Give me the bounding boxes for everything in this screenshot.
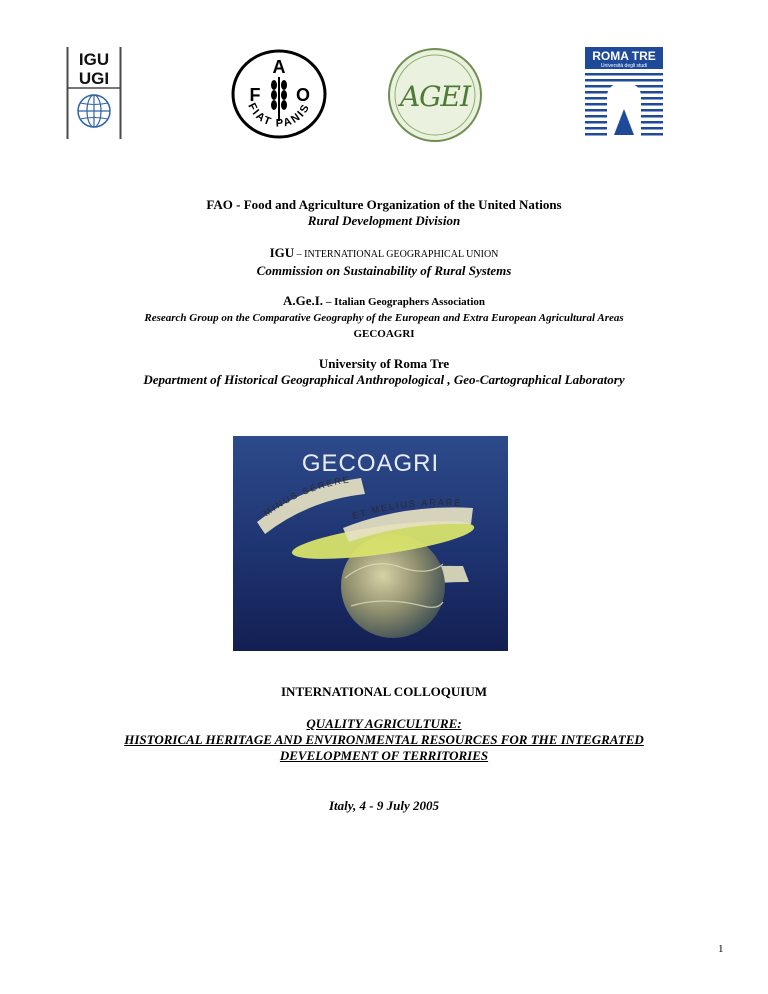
colloquium-date-block [0, 798, 768, 814]
colloquium-title-block [0, 716, 768, 764]
gecoagri-emblem [233, 436, 508, 651]
agei-abbreviation: A.Ge.I. [282, 293, 324, 308]
igu-logo-bottom-text: UGI [78, 69, 110, 88]
igu-globe-icon [66, 47, 122, 139]
agei-block [0, 293, 768, 342]
fao-letter-a: A [272, 57, 286, 77]
colloquium-heading: INTERNATIONAL COLLOQUIUM [281, 684, 487, 699]
page-number: 1 [718, 943, 724, 955]
university-department: Department of Historical Geographical Anthropological , Geo-Cartographical Laboratory [143, 372, 625, 387]
colloquium-heading-block [0, 684, 768, 700]
igu-heading [0, 245, 768, 263]
fao-letter-f: F [249, 85, 261, 105]
roma-tre-logo [585, 47, 663, 139]
gecoagri-emblem-title: GECOAGRI [301, 450, 440, 477]
gecoagri-motto-1: MINUS SERERE [261, 474, 352, 519]
igu-block [0, 245, 768, 279]
gecoagri-globe-icon [233, 436, 508, 651]
roma-tre-arch-icon [585, 47, 663, 139]
organizations-block [0, 197, 768, 229]
fao-motto-text: FIAT PANIS [245, 101, 313, 130]
colloquium-title-line-2: HISTORICAL HERITAGE AND ENVIRONMENTAL RESOURCES FOR THE INTEGRATED [124, 732, 644, 747]
logos-row [0, 44, 768, 144]
university-block [0, 356, 768, 388]
agei-research-group: Research Group on the Comparative Geography of the European and Extra European Agricultural Areas [144, 312, 624, 324]
agei-acronym: GECOAGRI [353, 328, 415, 340]
agei-circle-icon [386, 46, 484, 144]
igu-commission: Commission on Sustainability of Rural Systems [256, 263, 512, 278]
university-name: University of Roma Tre [318, 356, 450, 371]
colloquium-title-line-3: DEVELOPMENT OF TERRITORIES [279, 748, 489, 763]
fao-full-name: FAO - Food and Agriculture Organization of the United Nations [206, 197, 562, 212]
agei-full-name: – Italian Geographers Association [323, 296, 486, 308]
gecoagri-motto-2: ET MELIUS ARARE [350, 497, 463, 522]
agei-logo [386, 46, 484, 144]
igu-abbreviation: IGU [269, 245, 295, 260]
fao-logo [231, 49, 327, 139]
agei-logo-text: AGEI [399, 80, 471, 113]
igu-logo [66, 47, 122, 139]
colloquium-title-line-1: QUALITY AGRICULTURE: [306, 716, 462, 731]
fao-letter-o: O [295, 85, 311, 105]
fao-division: Rural Development Division [307, 213, 461, 228]
igu-logo-top-text: IGU [78, 50, 110, 69]
fao-wheat-icon [231, 49, 327, 139]
roma-tre-name: ROMA TRE [592, 49, 656, 63]
roma-tre-sub: Università degli studi [600, 63, 648, 69]
igu-full-name: – INTERNATIONAL GEOGRAPHICAL UNION [294, 249, 499, 260]
agei-heading [0, 293, 768, 310]
colloquium-date: Italy, 4 - 9 July 2005 [328, 798, 439, 813]
